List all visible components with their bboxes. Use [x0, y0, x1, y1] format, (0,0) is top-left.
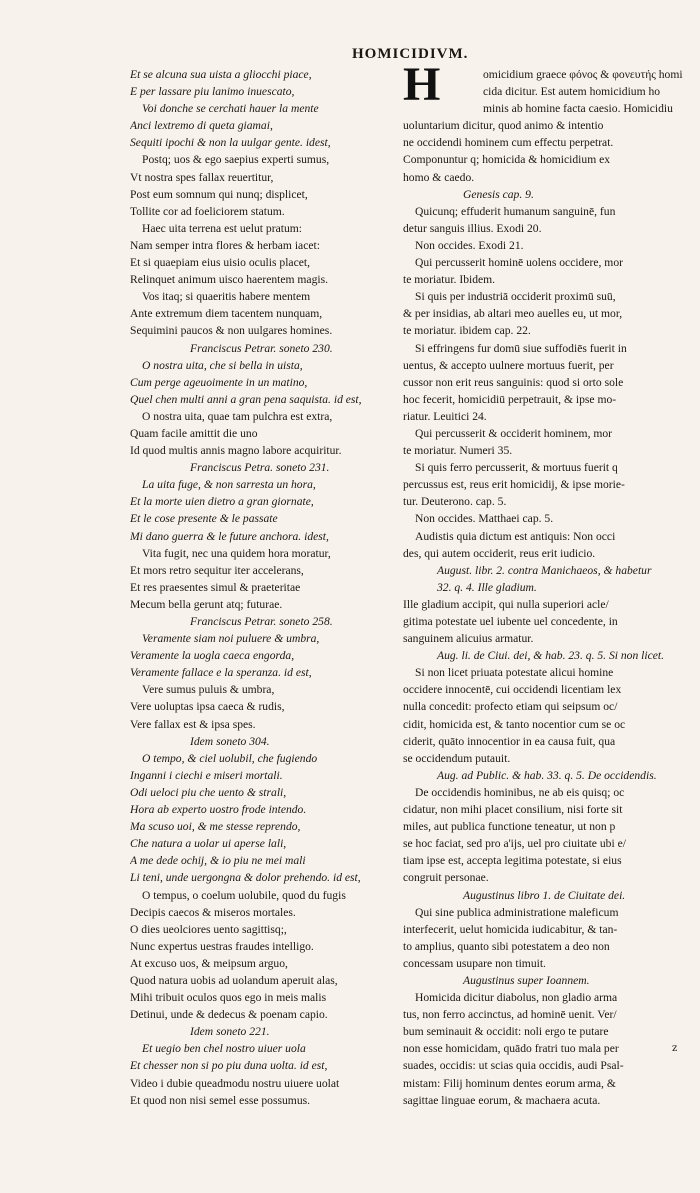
left-column-text-line: Mi dano guerra & le future anchora. idest,	[130, 529, 329, 543]
right-column-text-line: bum seminauit & occidit: noli ergo te putare	[403, 1025, 609, 1039]
right-column-text-line: ne occidendi hominem cum effectu perpetrat.	[403, 136, 614, 150]
right-column-text-line: Quicunq; effuderit humanum sanguinē, fun	[415, 204, 616, 218]
right-column-text-line: Homicida dicitur diabolus, non gladio arma	[415, 991, 618, 1005]
left-column-text-line: Voi donche se cerchati hauer la mente	[142, 102, 319, 116]
right-column-text-line: sanguinem alicuius armatur.	[403, 632, 534, 646]
left-column-text-line: Quam facile amittit die uno	[130, 426, 258, 440]
left-column-text-line: Idem soneto 221.	[190, 1025, 270, 1039]
left-column-text-line: Vt nostra spes fallax reuertitur,	[130, 170, 274, 184]
left-column-text-line: Nam semper intra flores & herbam iacet:	[130, 238, 320, 252]
left-column-text-line: Id quod multis annis magno labore acquiritur.	[130, 444, 342, 458]
left-column-text-line: Ante extremum diem tacentem nunquam,	[130, 307, 323, 321]
left-column-text-line: Et mors retro sequitur iter accelerans,	[130, 563, 304, 577]
right-column-text-line: miles, aut publica functione teneatur, ut non p	[403, 820, 616, 834]
left-column-text-line: O nostra uita, che si bella in uista,	[142, 358, 303, 372]
right-column-text-line: concessam usupare non timuit.	[403, 956, 546, 970]
right-column-text-line: tur. Deuterono. cap. 5.	[403, 495, 507, 509]
left-column-text-line: Vita fugit, nec una quidem hora moratur,	[142, 546, 331, 560]
left-column-text-line: Tollite cor ad foeliciorem statum.	[130, 204, 285, 218]
right-column-text-line: percussus est, reus erit homicidij, & ipse morie-	[403, 478, 625, 492]
left-column-text-line: Sequiti ipochi & non la uulgar gente. idest,	[130, 136, 331, 150]
right-column-text-line: te moriatur. ibidem cap. 22.	[403, 324, 531, 338]
right-column-text-line: cidit, homicida est, & tanto nocentior cum se oc	[403, 717, 626, 731]
left-column-text-line: Franciscus Petrar. soneto 230.	[190, 341, 333, 355]
right-column-text-line: Non occides. Exodi 21.	[415, 238, 524, 252]
left-column-text-line: Hora ab experto uostro frode intendo.	[130, 803, 307, 817]
left-column-text-line: Franciscus Petra. soneto 231.	[190, 461, 330, 475]
left-column-text-line: Quod natura uobis ad uolandum aperuit alas,	[130, 973, 338, 987]
right-column-text-line: te moriatur. Numeri 35.	[403, 444, 513, 458]
left-column-text-line: O tempus, o coelum uolubile, quod du fugis	[142, 888, 346, 902]
left-column-text-line: Inganni i ciechi e miseri mortali.	[130, 768, 283, 782]
right-column-text-line: 32. q. 4. Ille gladium.	[437, 580, 537, 594]
right-column-text-line: Aug. ad Public. & hab. 33. q. 5. De occidendis.	[437, 768, 657, 782]
right-column-text-line: tiam ipse est, accepta legitima potestate, si eius	[403, 854, 622, 868]
left-column-text-line: Anci lextremo di queta giamai,	[130, 119, 273, 133]
left-column-text-line: Relinquet animum uisco haerentem magis.	[130, 273, 329, 287]
right-column-text-line: Qui sine publica administratione maleficum	[415, 905, 619, 919]
right-column-text-line: to amplius, quanto sibi potestatem a deo non	[403, 939, 610, 953]
right-column-text-line: non esse homicidam, quādo fratri tuo mala per	[403, 1042, 619, 1056]
right-column-text-line: se hoc faciat, sed pro a'ijs, uel pro ciuitate ubi e/	[403, 837, 626, 851]
left-column-text-line: E per lassare piu lanimo inuescato,	[130, 85, 295, 99]
left-column-text-line: Et le cose presente & le passate	[130, 512, 278, 526]
right-column-text-line: August. libr. 2. contra Manichaeos, & habetur	[437, 563, 652, 577]
left-column-text-line: Odi ueloci piu che uento & strali,	[130, 785, 287, 799]
left-column-text-line: Vere fallax est & ipsa spes.	[130, 717, 256, 731]
left-column-text-line: Quel chen multi anni a gran pena saquista. id est,	[130, 392, 362, 406]
left-column-text-line: Detinui, unde & dedecus & poenam capio.	[130, 1008, 328, 1022]
right-column-text-line: Si quis ferro percusserit, & mortuus fuerit q	[415, 461, 618, 475]
right-column-text-line: te moriatur. Ibidem.	[403, 273, 496, 287]
left-column-text-line: Postq; uos & ego saepius experti sumus,	[142, 153, 330, 167]
left-column-text-line: Et chesser non si po piu duna uolta. id est,	[130, 1059, 328, 1073]
left-column-text-line: Et uegio ben chel nostro uiuer uola	[142, 1042, 306, 1056]
right-column-text-line: minis ab homine facta caesio. Homicidiu	[483, 102, 673, 116]
left-column-text-line: O tempo, & ciel uolubil, che fugiendo	[142, 751, 318, 765]
right-column-text-line: uentus, & accepto uulnere mortuus fuerit, per	[403, 358, 614, 372]
left-column-text-line: Et res praesentes simul & praeteritae	[130, 580, 301, 594]
left-column-text-line: Cum perge ageuoimente in un matino,	[130, 375, 308, 389]
right-column-text-line: interfecerit, uelut homicida iudicabitur, & tan-	[403, 922, 618, 936]
right-column-text-line: & per insidias, ab altari meo auelles eu, ut mor,	[403, 307, 623, 321]
drop-cap-initial: H	[403, 58, 441, 111]
right-column-text-line: omicidium graece φόνος & φονευτής homi	[483, 68, 683, 81]
right-column-text-line: cidatur, non mihi placet consilium, nisi forte sit	[403, 803, 623, 817]
right-column-text-line: Aug. li. de Ciui. dei, & hab. 23. q. 5. Si non licet.	[437, 649, 665, 663]
signature-mark: z	[672, 1043, 678, 1054]
left-column-text-line: Et si quaepiam eius uisio oculis placet,	[130, 256, 310, 270]
left-column-text-line: La uita fuge, & non sarresta un hora,	[142, 478, 316, 492]
left-column-text-line: Sequimini paucos & non uulgares homines.	[130, 324, 333, 338]
right-column-text-line: cida dicitur. Est autem homicidium ho	[483, 85, 661, 99]
left-column-text-line: Vere uoluptas ipsa caeca & rudis,	[130, 700, 285, 714]
left-column-text-line: Veramente fallace e la speranza. id est,	[130, 666, 312, 680]
right-column-text-line: detur sanguis illius. Exodi 20.	[403, 221, 542, 235]
left-column-text-line: Che natura a uolar ui aperse lali,	[130, 837, 287, 851]
right-column-text-line: hoc fecerit, homicidiū perpetrauit, & ipse mo-	[403, 392, 617, 406]
right-column-text-line: des, qui autem occiderit, reus erit iudicio.	[403, 546, 596, 560]
right-column-text-line: Genesis cap. 9.	[463, 187, 534, 201]
left-column-text-line: Video i dubie queadmodu nostru uiuere uolat	[130, 1076, 340, 1090]
right-column-text-line: De occidendis hominibus, ne ab eis quisq; oc	[415, 785, 625, 799]
left-column-text-line: Veramente la uogla caeca engorda,	[130, 649, 295, 663]
left-column-text-line: A me dede ochij, & io piu ne mei mali	[130, 854, 306, 868]
right-column-text-line: Componuntur q; homicida & homicidium ex	[403, 153, 611, 167]
right-column-text-line: Si quis per industriā occiderit proximū suū,	[415, 290, 616, 304]
right-column-text-line: cussor non erit reus sanguinis: quod si orto sole	[403, 375, 624, 389]
right-column-text-line: Augustinus super Ioannem.	[463, 973, 590, 987]
right-column-text-line: tus, non ferro accinctus, ad hominē uenit. Ver/	[403, 1008, 617, 1022]
left-column-text-line: Mihi tribuit oculos quos ego in meis malis	[130, 991, 327, 1005]
right-column-text-line: Audistis quia dictum est antiquis: Non occi	[415, 529, 616, 543]
page-title: HOMICIDIVM.	[352, 46, 469, 62]
left-column-text-line: Nunc expertus uestras fraudes intelligo.	[130, 939, 314, 953]
left-column	[130, 66, 400, 1109]
right-column-text-line: Qui percusserit & occiderit hominem, mor	[415, 426, 613, 440]
left-column-text-line: O nostra uita, quae tam pulchra est extra,	[142, 409, 333, 423]
right-column-text-line: suades, occidis: ut scias quia occidis, audi Psal-	[403, 1059, 624, 1073]
right-column-text-line: sagittae linguae eorum, & machaera acuta.	[403, 1093, 601, 1107]
left-column-text-line: Et la morte uien dietro a gran giornate,	[130, 495, 314, 509]
left-column-text-line: Vos itaq; si quaeritis habere mentem	[142, 290, 311, 304]
right-column-text-line: gitima potestate uel iubente uel concedente, in	[403, 615, 618, 628]
right-column-text-line: riatur. Leuitici 24.	[403, 409, 487, 423]
right-column-text-line: congruit personae.	[403, 871, 489, 885]
left-column-text-line: Et se alcuna sua uista a gliocchi piace,	[130, 68, 312, 81]
left-column-text-line: Franciscus Petrar. soneto 258.	[190, 615, 333, 628]
left-column-text-line: At excuso uos, & meipsum arguo,	[130, 956, 288, 970]
left-column-text-line: Decipis caecos & miseros mortales.	[130, 905, 296, 919]
right-column-text-line: se occidendum putauit.	[403, 751, 511, 765]
running-header	[0, 46, 700, 66]
right-column-text-line: ciderit, quāto innocentior in ea causa fuit, qua	[403, 734, 616, 748]
right-column-text-line: Si non licet priuata potestate alicui homine	[415, 666, 614, 680]
left-column-text-line: Post eum somnum qui nunq; displicet,	[130, 187, 308, 201]
right-column-text-line: nulla concedit: profecto etiam qui seipsum oc/	[403, 700, 618, 714]
right-column-text-line: Si effringens fur domū siue suffodiēs fuerit in	[415, 341, 627, 355]
left-column-text-line: Ma scuso uoi, & me stesse reprendo,	[130, 820, 301, 834]
right-column-text-line: uoluntarium dicitur, quod animo & intentio	[403, 119, 604, 133]
right-column-text-line: Non occides. Matthaei cap. 5.	[415, 512, 554, 526]
right-column-text-line: Qui percusserit hominē uolens occidere, mor	[415, 256, 623, 270]
left-column-text-line: O dies ueolciores uento sagittisq;,	[130, 922, 287, 936]
right-column-text-line: Augustinus libro 1. de Ciuitate dei.	[463, 888, 626, 902]
right-column-text-line: Ille gladium accipit, qui nulla superiori acle/	[403, 597, 609, 611]
left-column-text-line: Mecum bella gerunt atq; futurae.	[130, 597, 283, 611]
left-column-text-line: Idem soneto 304.	[190, 734, 270, 748]
right-column-text-line: mistam: Filij hominum dentes eorum arma, &	[403, 1076, 616, 1090]
left-column-text-line: Veramente siam noi puluere & umbra,	[142, 632, 320, 646]
left-column-text-line: Et quod non nisi semel esse possumus.	[130, 1093, 311, 1107]
right-column-text-line: occidere innocentē, cui occidendi licentiam lex	[403, 683, 622, 697]
left-column-text-line: Haec uita terrena est uelut pratum:	[142, 221, 302, 235]
right-column	[403, 58, 683, 1109]
right-column-text-line: homo & caedo.	[403, 170, 475, 184]
left-column-text-line: Li teni, unde uergongna & dolor prehendo. id est,	[130, 871, 361, 885]
left-column-text-line: Vere sumus puluis & umbra,	[142, 683, 275, 697]
